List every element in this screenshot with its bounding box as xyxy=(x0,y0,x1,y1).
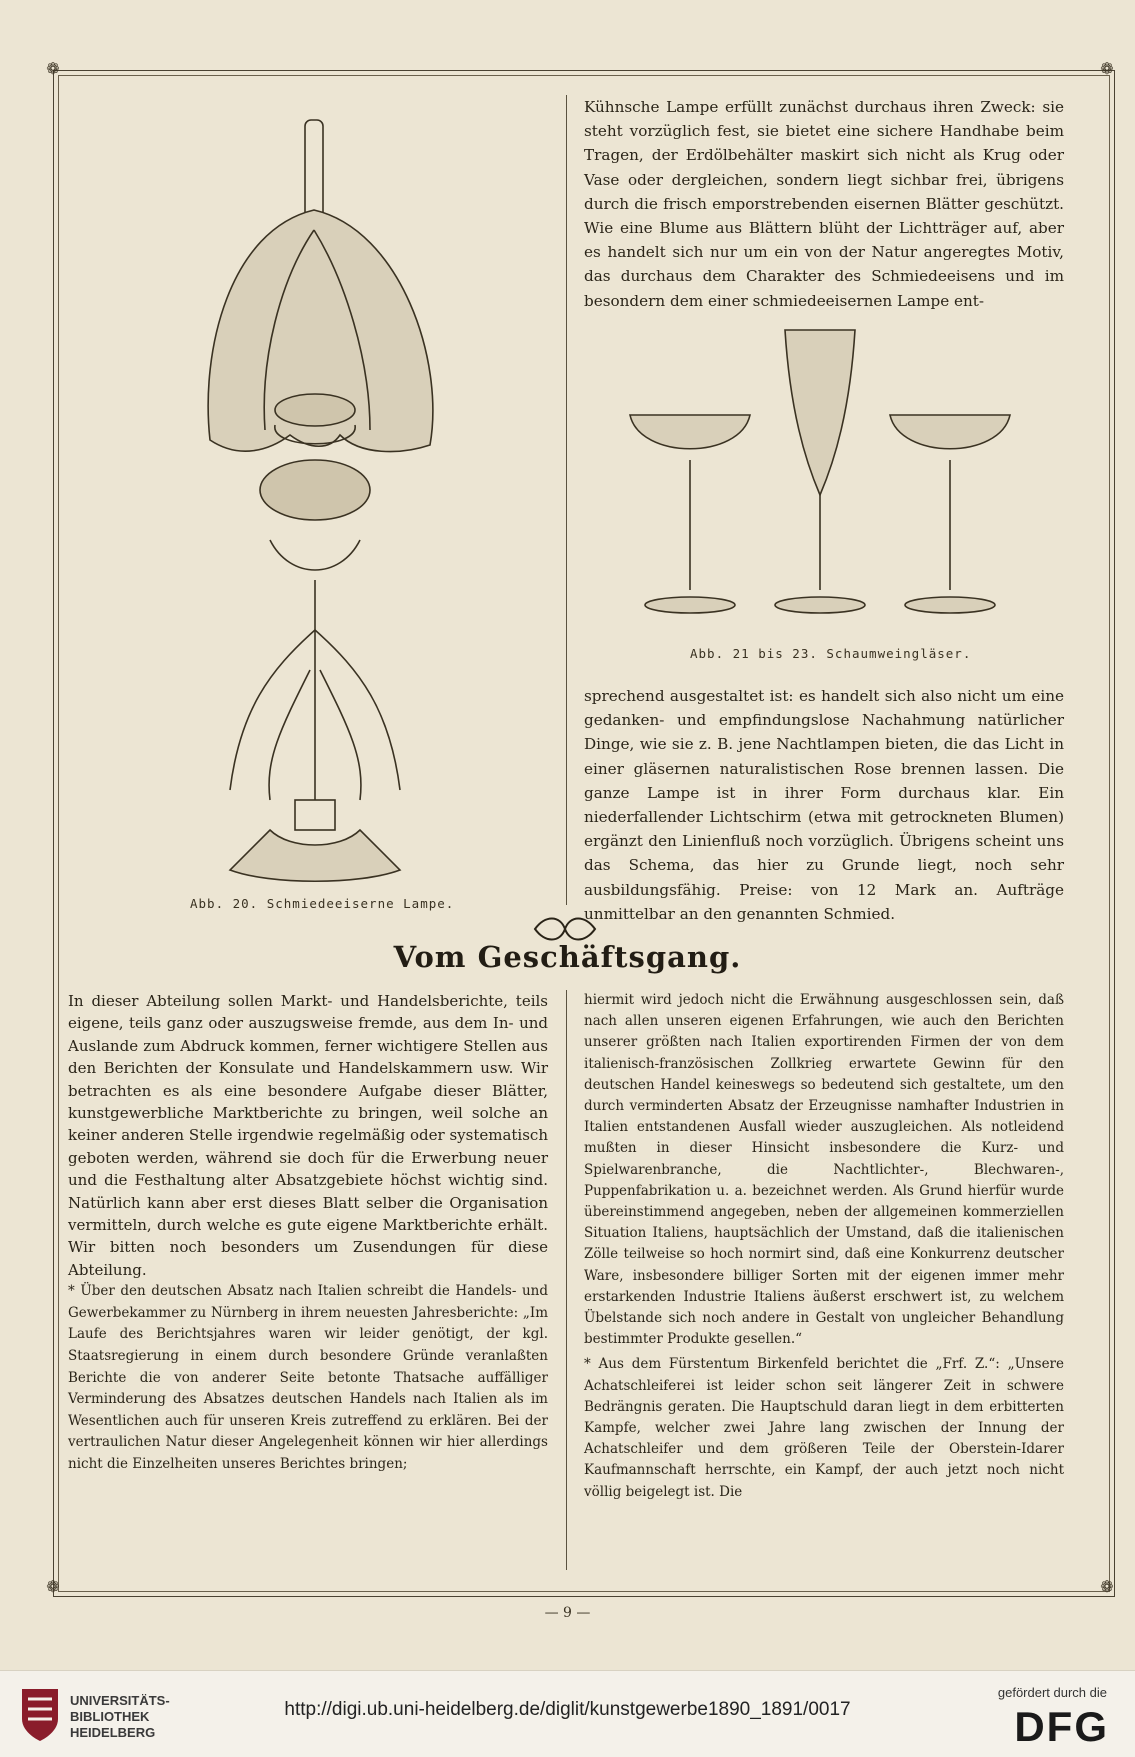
bottom-right-column xyxy=(584,990,1064,1503)
bottom-right-paragraph-2: * Aus dem Fürstentum Birkenfeld berichtet die „Frf. Z.“: „Unsere Achatschleiferei ist leider schon seit längerer Zeit in schwere Bedrängnis geraten. Die Hauptschuld daran liegt in dem erbitterten Kampfe, welcher zwei Jahre lang zwischen der Innung der Achatschleifer und dem größeren Teile der Oberstein-Idarer Kaufmannschaft herrschte, ein Kampf, der auch jetzt noch nicht völlig beigelegt ist. Die xyxy=(584,1356,1064,1500)
mid-right-column xyxy=(584,684,1064,926)
champagne-glasses-illustration xyxy=(620,320,1040,630)
corner-ornament-icon: ❁ xyxy=(1100,59,1114,78)
top-right-column xyxy=(584,95,1064,313)
institution-line: UNIVERSITÄTS- xyxy=(70,1693,170,1708)
ornament-icon xyxy=(530,915,600,943)
bottom-left-column xyxy=(68,990,548,1476)
permalink-url[interactable]: http://digi.ub.uni-heidelberg.de/diglit/kunstgewerbe1890_1891/0017 xyxy=(284,1699,851,1720)
lamp-illustration xyxy=(170,110,500,890)
institution-line: HEIDELBERG xyxy=(70,1725,156,1740)
mid-right-paragraph: sprechend ausgestaltet ist: es handelt sich also nicht um eine gedanken- und empfindungslose Nachahmung natürlicher Dinge, wie sie z. B. jene Nachtlampen bieten, die das Licht in einer gläsernen naturalistischen Rose brennen lassen. Die ganze Lampe ist in ihrer Form durchaus klar. Ein niederfallender Lichtschirm (etwa mit getrockneten Blumen) ergänzt den Linienfluß noch vorzüglich. Übrigens scheint uns das Schema, das hier zu Grunde liegt, noch sehr ausbildungsfähig. Preise: von 12 Mark an. Aufträge unmittelbar an den genannten Schmied. xyxy=(584,687,1064,923)
page-number: — 9 — xyxy=(544,1605,591,1621)
dfg-logo: DFG xyxy=(1014,1703,1109,1750)
corner-ornament-icon: ❁ xyxy=(46,1577,60,1596)
section-heading: Vom Geschäftsgang. xyxy=(393,940,742,974)
column-divider xyxy=(566,990,567,1570)
dfg-label: gefördert durch die xyxy=(997,1685,1107,1700)
fig20-caption: Abb. 20. Schmiedeeiserne Lampe. xyxy=(190,896,455,911)
institution-line: BIBLIOTHEK xyxy=(70,1709,150,1724)
column-divider xyxy=(566,95,567,905)
corner-ornament-icon: ❁ xyxy=(1100,1577,1114,1596)
bottom-left-paragraph-2: * Über den deutschen Absatz nach Italien schreibt die Handels- und Gewerbekammer zu Nürnberg in ihrem neuesten Jahresberichte: „Im Laufe des Berichtsjahres waren wir leider genötigt, der kgl. Staatsregierung in einem durch besondere Gründe veranlaßten Berichte die von anderer Seite betonte Thatsache auffälliger Verminderung des Absatzes deutschen Handels nach Italien als im Wesentlichen auch für unseren Kreis zutreffend zu erklären. Bei der vertraulichen Natur dieser Angelegenheit können wir hier allerdings nicht die Einzelheiten unseres Berichtes bringen; xyxy=(68,1283,548,1473)
top-right-paragraph: Kühnsche Lampe erfüllt zunächst durchaus ihren Zweck: sie steht vorzüglich fest, sie bietet eine sichere Handhabe beim Tragen, der Erdölbehälter maskirt sich nicht als Krug oder Vase oder dergleichen, sondern liegt sichbar frei, übrigens durch die frisch emporstrebenden eisernen Blätter geschützt. Wie eine Blume aus Blättern blüht der Lichtträger auf, aber es handelt sich nur um ein von der Natur angeregtes Motiv, das durchaus dem Charakter des Schmiedeeisens und im besondern dem einer schmiedeeisernen Lampe ent- xyxy=(584,98,1064,310)
bottom-left-paragraph-1: In dieser Abteilung sollen Markt- und Handelsberichte, teils eigene, teils ganz oder auszugsweise fremde, aus dem In- und Auslande zum Abdruck kommen, ferner wichtigere Stellen aus den Berichten der Konsulate und Handelskammern usw. Wir betrachten es als eine besondere Aufgabe dieser Blätter, kunstgewerbliche Marktberichte zu bringen, weil solche an keiner anderen Stelle irgendwie regelmäßig oder systematisch geboten werden, während sie doch für die Erwerbung neuer und die Festhaltung alter Absatzgebiete höchst wichtig sind. Natürlich kann aber erst dieses Blatt selber die Organisation vermitteln, durch welche es gute eigene Marktberichte erhält. Wir bitten noch besonders um Zusendungen für diese Abteilung. xyxy=(68,992,548,1279)
bottom-right-paragraph-1: hiermit wird jedoch nicht die Erwähnung ausgeschlossen sein, daß nach allen unseren eigenen Erfahrungen, wie auch den Berichten unserer größten nach Italien exportirenden Firmen der von dem italienisch-französischen Zollkrieg erwartete Gewinn für den deutschen Handel keineswegs so bedeutend sich gestaltete, um den durch verminderten Absatz der Erzeugnisse namhafter Industrien in Italien entstandenen Ausfall wieder auszugleichen. Als notleidend mußten in dieser Hinsicht insbesondere die Kurz- und Spielwarenbranche, die Nachtlichter-, Blechwaren-, Puppenfabrikation u. a. bezeichnet werden. Als Grund hierfür wurde übereinstimmend angegeben, neben der allgemeinen kommerziellen Situation Italiens, hauptsächlich der Umstand, daß die italienischen Zölle teilweise so hoch normirt sind, daß eine Konkurrenz deutscher Ware, insbesondere billiger Sorten mit der eigenen immer mehr erstarkenden Industrie Italiens äußerst erschwert ist, zu welchem Übelstande sich noch andere in Gestalt von ungleicher Behandlung bestimmter Produkte gesellen.“ xyxy=(584,992,1064,1348)
fig21-caption: Abb. 21 bis 23. Schaumweingläser. xyxy=(690,646,972,661)
corner-ornament-icon: ❁ xyxy=(46,59,60,78)
footer-bar xyxy=(0,1670,1135,1757)
